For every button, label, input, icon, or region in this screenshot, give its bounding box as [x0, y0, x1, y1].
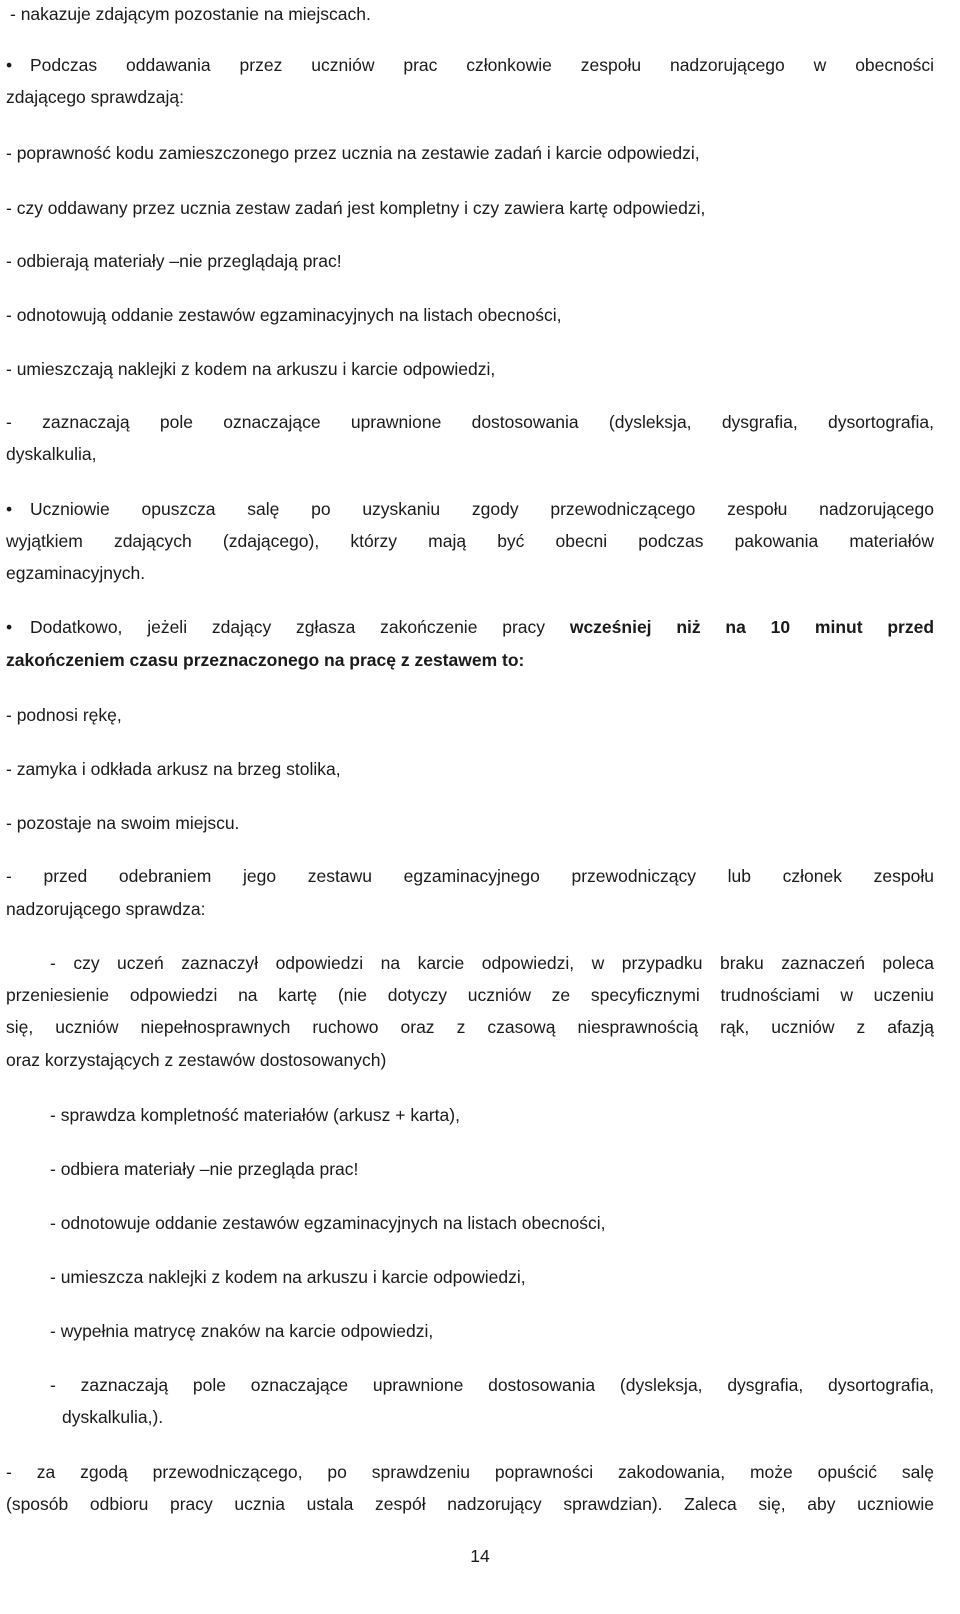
text-line: - nakazuje zdającym pozostanie na miejscach.: [10, 4, 371, 24]
text-line: - sprawdza kompletność materiałów (arkusz + karta),: [50, 1105, 460, 1125]
bold-text: zakończeniem czasu przeznaczonego na pracę z zestawem to:: [6, 650, 525, 670]
text-line: przeniesienie odpowiedzi na kartę (nie dotyczy uczniów ze specyficznymi trudnościami w uczeniu: [6, 985, 934, 1005]
bullet: •: [6, 55, 13, 75]
text-line: egzaminacyjnych.: [6, 563, 146, 583]
text-line: [30, 615, 934, 639]
text-line: zdającego sprawdzają:: [6, 87, 185, 107]
text-line: - odnotowują oddanie zestawów egzaminacyjnych na listach obecności,: [6, 305, 562, 325]
bullet: •: [6, 617, 13, 637]
text-line: - zamyka i odkłada arkusz na brzeg stolika,: [6, 759, 341, 779]
text-line: - pozostaje na swoim miejscu.: [6, 813, 240, 833]
text-line: - podnosi rękę,: [6, 705, 122, 725]
text-line: - zaznaczają pole oznaczające uprawnione dostosowania (dysleksja, dysgrafia, dysortografia,: [6, 412, 934, 432]
text-line: oraz korzystających z zestawów dostosowanych): [6, 1050, 387, 1070]
bold-text: wcześniej niż na 10 minut przed: [569, 617, 935, 637]
text-line: (sposób odbioru pracy ucznia ustala zespół nadzorujący sprawdzian). Zaleca się, aby uczniowie: [6, 1494, 934, 1514]
text-line: - za zgodą przewodniczącego, po sprawdzeniu poprawności zakodowania, może opuścić salę: [6, 1462, 934, 1482]
text-line: nadzorującego sprawdza:: [6, 899, 206, 919]
bullet: •: [6, 499, 13, 519]
text-line: - umieszczają naklejki z kodem na arkuszu i karcie odpowiedzi,: [6, 359, 496, 379]
text-line: - przed odebraniem jego zestawu egzaminacyjnego przewodniczący lub członek zespołu: [6, 866, 934, 886]
text-line: dyskalkulia,: [6, 444, 97, 464]
text-line: - umieszcza naklejki z kodem na arkuszu i karcie odpowiedzi,: [50, 1267, 526, 1287]
text-line: - poprawność kodu zamieszczonego przez ucznia na zestawie zadań i karcie odpowiedzi,: [6, 143, 700, 163]
text-line: Uczniowie opuszcza salę po uzyskaniu zgody przewodniczącego zespołu nadzorującego: [30, 499, 934, 519]
text-line: wyjątkiem zdających (zdającego), którzy mają być obecni podczas pakowania materiałów: [6, 531, 934, 551]
text-line: - zaznaczają pole oznaczające uprawnione dostosowania (dysleksja, dysgrafia, dysortografia,: [50, 1375, 934, 1395]
text-line: się, uczniów niepełnosprawnych ruchowo oraz z czasową niesprawnością rąk, uczniów z afazją: [6, 1017, 934, 1037]
text-line: Podczas oddawania przez uczniów prac członkowie zespołu nadzorującego w obecności: [30, 55, 934, 75]
text-line: dyskalkulia,).: [62, 1407, 164, 1427]
text-line: - wypełnia matrycę znaków na karcie odpowiedzi,: [50, 1321, 434, 1341]
text-line: [6, 648, 524, 672]
text-line: - czy uczeń zaznaczył odpowiedzi na karcie odpowiedzi, w przypadku braku zaznaczeń poleca: [50, 953, 934, 973]
text-span: Dodatkowo, jeżeli zdający zgłasza zakończenie pracy: [30, 617, 570, 637]
text-line: - odbierają materiały –nie przeglądają prac!: [6, 251, 342, 271]
page-number: 14: [470, 1546, 490, 1566]
text-line: - czy oddawany przez ucznia zestaw zadań jest kompletny i czy zawiera kartę odpowiedzi,: [6, 198, 706, 218]
text-line: - odnotowuje oddanie zestawów egzaminacyjnych na listach obecności,: [50, 1213, 606, 1233]
text-line: - odbiera materiały –nie przegląda prac!: [50, 1159, 359, 1179]
